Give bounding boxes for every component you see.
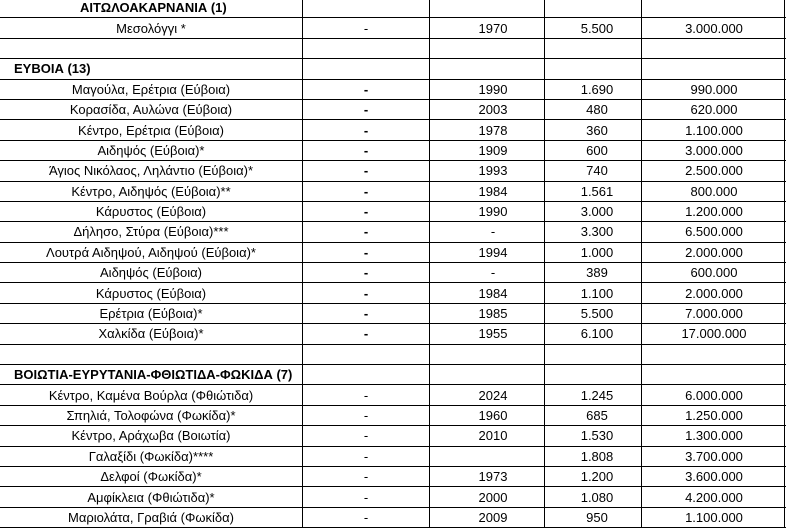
section-header-text: ΑΙΤΩΛΟΑΚΑΡΝΑΝΙΑ (1)	[80, 0, 227, 16]
year-cell	[430, 80, 545, 99]
year-cell	[430, 202, 545, 221]
flag-cell	[303, 243, 430, 262]
location-cell-text: Ερέτρια (Εύβοια)*	[99, 306, 203, 322]
location-cell-text: Κορασίδα, Αυλώνα (Εύβοια)	[69, 102, 233, 118]
flag-cell-text: -	[363, 326, 369, 342]
year-cell-text: 1978	[478, 122, 508, 138]
price-cell	[642, 80, 785, 99]
flag-cell	[303, 222, 430, 241]
area-cell	[545, 426, 642, 445]
price-cell	[642, 283, 785, 302]
location-cell	[0, 120, 303, 139]
table-row	[0, 467, 786, 487]
section-header-row	[0, 0, 786, 18]
price-cell	[642, 324, 785, 343]
empty-cell	[545, 365, 642, 384]
price-cell-text: 3.700.000	[685, 448, 743, 464]
location-cell-text: Χαλκίδα (Εύβοια)*	[98, 326, 204, 342]
flag-cell-text: -	[363, 306, 369, 322]
price-cell	[642, 467, 785, 486]
table-row	[0, 141, 786, 161]
price-cell	[642, 406, 785, 425]
price-cell	[642, 202, 785, 221]
location-cell	[0, 182, 303, 201]
area-cell-text: 3.000	[580, 204, 614, 220]
flag-cell	[303, 324, 430, 343]
flag-cell-text: -	[363, 204, 369, 220]
empty-cell	[0, 39, 303, 58]
price-cell-text: 1.250.000	[685, 408, 743, 423]
price-cell-text: 1.100.000	[685, 122, 743, 138]
price-cell	[642, 100, 785, 119]
area-cell	[545, 385, 642, 404]
flag-cell-text: -	[363, 265, 369, 281]
area-cell	[545, 467, 642, 486]
location-cell-text: Κέντρο, Αράχωβα (Βοιωτία)	[71, 428, 231, 444]
price-cell-text: 600.000	[690, 265, 738, 281]
flag-cell	[303, 304, 430, 323]
price-cell-text: 2.000.000	[685, 285, 743, 301]
area-cell	[545, 304, 642, 323]
price-cell	[642, 161, 785, 180]
price-cell	[642, 426, 785, 445]
location-cell	[0, 202, 303, 221]
year-cell-text: 2010	[478, 428, 508, 444]
location-cell-text: Κέντρο, Καμένα Βούρλα (Φθιώτιδα)	[48, 387, 254, 403]
area-cell-text: 6.100	[580, 326, 614, 342]
year-cell-text: 1984	[478, 183, 508, 199]
price-cell-text: 6.000.000	[685, 387, 743, 403]
year-cell	[430, 243, 545, 262]
table-row	[0, 304, 786, 324]
location-cell-text: Άγιος Νικόλαος, Ληλάντιο (Εύβοια)*	[48, 163, 254, 179]
price-cell	[642, 120, 785, 139]
price-cell-text: 3.000.000	[685, 20, 743, 36]
area-cell	[545, 100, 642, 119]
location-cell	[0, 243, 303, 262]
empty-cell	[430, 39, 545, 58]
year-cell	[430, 426, 545, 445]
flag-cell	[303, 447, 430, 466]
year-cell	[430, 487, 545, 506]
year-cell	[430, 161, 545, 180]
area-cell	[545, 18, 642, 37]
price-cell	[642, 182, 785, 201]
table-row	[0, 324, 786, 344]
price-cell-text: 3.000.000	[685, 142, 743, 158]
location-cell-text: Λουτρά Αιδηψού, Αιδηψού (Εύβοια)*	[46, 244, 256, 260]
table-row	[0, 385, 786, 405]
year-cell-text: 1955	[478, 326, 508, 342]
year-cell-text: 1990	[478, 204, 508, 220]
location-cell-text: Μαριολάτα, Γραβιά (Φωκίδα)	[67, 509, 234, 525]
area-cell-text: 600	[586, 142, 608, 158]
empty-cell	[430, 59, 545, 78]
price-cell-text: 2.000.000	[685, 244, 743, 260]
year-cell-text: 1970	[478, 20, 508, 36]
empty-cell	[642, 39, 785, 58]
flag-cell-text: -	[363, 224, 369, 240]
empty-cell	[0, 345, 303, 364]
location-cell	[0, 467, 303, 486]
year-cell	[430, 304, 545, 323]
flag-cell-text: -	[363, 163, 369, 179]
price-cell-text: 800.000	[690, 183, 738, 199]
location-cell	[0, 487, 303, 506]
area-cell-text: 3.300	[580, 224, 614, 240]
flag-cell	[303, 508, 430, 527]
flag-cell	[303, 18, 430, 37]
price-cell-text: 2.500.000	[685, 163, 743, 179]
price-cell	[642, 18, 785, 37]
flag-cell-text: -	[363, 244, 369, 260]
location-cell-text: Κάρυστος (Εύβοια)	[95, 204, 207, 220]
area-cell-text: 950	[586, 509, 608, 525]
flag-cell	[303, 80, 430, 99]
empty-cell	[545, 345, 642, 364]
area-cell	[545, 222, 642, 241]
area-cell	[545, 120, 642, 139]
empty-cell	[303, 365, 430, 384]
location-cell-text: Κάρυστος (Εύβοια)	[95, 285, 207, 301]
area-cell-text: 1.808	[580, 448, 614, 464]
price-cell-text: 17.000.000	[681, 326, 747, 342]
year-cell-text: -	[490, 265, 496, 281]
table-row	[0, 243, 786, 263]
table-row	[0, 487, 786, 507]
price-cell	[642, 222, 785, 241]
year-cell	[430, 263, 545, 282]
section-header-text: ΕΥΒΟΙΑ (13)	[14, 61, 91, 77]
empty-cell	[430, 365, 545, 384]
flag-cell-text: -	[363, 20, 369, 36]
table-row	[0, 447, 786, 467]
empty-cell	[430, 0, 545, 17]
area-cell-text: 5.500	[580, 20, 614, 36]
spacer-row	[0, 39, 786, 59]
empty-cell	[303, 39, 430, 58]
location-cell-text: Γαλαξίδι (Φωκίδα)****	[88, 448, 214, 464]
year-cell	[430, 141, 545, 160]
empty-cell	[545, 59, 642, 78]
location-cell	[0, 80, 303, 99]
location-cell-text: Μαγούλα, Ερέτρια (Εύβοια)	[71, 81, 231, 97]
flag-cell	[303, 406, 430, 425]
price-cell	[642, 263, 785, 282]
section-header	[0, 59, 303, 78]
area-cell	[545, 202, 642, 221]
year-cell	[430, 508, 545, 527]
location-cell-text: Κέντρο, Ερέτρια (Εύβοια)	[78, 122, 224, 138]
empty-cell	[642, 345, 785, 364]
area-cell	[545, 141, 642, 160]
price-cell	[642, 243, 785, 262]
price-cell-text: 7.000.000	[685, 306, 743, 322]
price-cell-text: 1.300.000	[685, 428, 743, 444]
year-cell-text: -	[490, 224, 496, 240]
price-cell	[642, 508, 785, 527]
area-cell	[545, 80, 642, 99]
empty-cell	[430, 345, 545, 364]
section-header-row	[0, 59, 786, 79]
area-cell	[545, 487, 642, 506]
year-cell	[430, 283, 545, 302]
area-cell	[545, 182, 642, 201]
flag-cell	[303, 283, 430, 302]
flag-cell	[303, 182, 430, 201]
section-header-row	[0, 365, 786, 385]
area-cell-text: 1.200	[580, 469, 614, 485]
location-cell	[0, 161, 303, 180]
flag-cell	[303, 141, 430, 160]
area-cell-text: 1.080	[580, 489, 614, 505]
location-cell-text: Δήλησο, Στύρα (Εύβοια)***	[73, 224, 229, 240]
area-cell-text: 1.000	[580, 244, 614, 260]
area-cell-text: 360	[586, 122, 608, 138]
flag-cell-text: -	[363, 489, 369, 505]
year-cell-text: 1985	[478, 306, 508, 322]
location-cell	[0, 100, 303, 119]
flag-cell-text: -	[363, 102, 369, 118]
year-cell-text: 1984	[478, 285, 508, 301]
year-cell-text: 1973	[478, 469, 508, 485]
empty-cell	[545, 0, 642, 17]
year-cell	[430, 120, 545, 139]
price-cell-text: 4.200.000	[685, 489, 743, 505]
location-cell	[0, 222, 303, 241]
location-cell	[0, 18, 303, 37]
empty-cell	[303, 345, 430, 364]
flag-cell-text: -	[363, 183, 369, 199]
flag-cell	[303, 426, 430, 445]
year-cell	[430, 447, 545, 466]
price-cell-text: 6.500.000	[685, 224, 743, 240]
price-cell-text: 3.600.000	[685, 469, 743, 485]
table-row	[0, 222, 786, 242]
flag-cell	[303, 120, 430, 139]
location-cell-text: Αμφίκλεια (Φθιώτιδα)*	[87, 489, 215, 505]
flag-cell-text: -	[363, 448, 369, 464]
flag-cell	[303, 467, 430, 486]
year-cell	[430, 324, 545, 343]
price-cell	[642, 304, 785, 323]
flag-cell-text: -	[363, 122, 369, 138]
spacer-row	[0, 345, 786, 365]
year-cell-text: 1994	[478, 244, 508, 260]
area-cell-text: 1.561	[580, 183, 614, 199]
area-cell	[545, 263, 642, 282]
area-cell-text: 685	[586, 408, 608, 423]
flag-cell-text: -	[363, 142, 369, 158]
year-cell-text: 1993	[478, 163, 508, 179]
flag-cell-text: -	[363, 408, 369, 423]
year-cell-text: 2000	[478, 489, 508, 505]
area-cell	[545, 324, 642, 343]
price-cell-text: 990.000	[690, 81, 738, 97]
year-cell-text: 2003	[478, 102, 508, 118]
year-cell	[430, 406, 545, 425]
price-cell-text: 1.100.000	[685, 509, 743, 525]
location-cell	[0, 406, 303, 425]
area-cell	[545, 406, 642, 425]
location-cell	[0, 263, 303, 282]
empty-cell	[642, 365, 785, 384]
table-row	[0, 120, 786, 140]
flag-cell	[303, 487, 430, 506]
flag-cell-text: -	[363, 469, 369, 485]
year-cell	[430, 467, 545, 486]
area-cell	[545, 283, 642, 302]
year-cell	[430, 222, 545, 241]
flag-cell-text: -	[363, 509, 369, 525]
area-cell	[545, 243, 642, 262]
price-cell	[642, 385, 785, 404]
empty-cell	[303, 0, 430, 17]
empty-cell	[303, 59, 430, 78]
area-cell	[545, 447, 642, 466]
area-cell-text: 1.530	[580, 428, 614, 444]
empty-cell	[642, 59, 785, 78]
flag-cell-text: -	[363, 387, 369, 403]
table-row	[0, 406, 786, 426]
year-cell-text: 1960	[478, 408, 508, 423]
year-cell-text: 1909	[478, 142, 508, 158]
table-row	[0, 202, 786, 222]
location-cell	[0, 304, 303, 323]
price-cell	[642, 141, 785, 160]
location-cell	[0, 141, 303, 160]
area-cell-text: 1.100	[580, 285, 614, 301]
price-cell-text: 1.200.000	[685, 204, 743, 220]
location-cell	[0, 385, 303, 404]
location-cell	[0, 508, 303, 527]
empty-cell	[642, 0, 785, 17]
price-cell	[642, 447, 785, 466]
table-row	[0, 283, 786, 303]
area-cell	[545, 508, 642, 527]
empty-cell	[545, 39, 642, 58]
area-cell	[545, 161, 642, 180]
year-cell	[430, 100, 545, 119]
flag-cell-text: -	[363, 81, 369, 97]
flag-cell	[303, 385, 430, 404]
area-cell-text: 389	[586, 265, 608, 281]
location-cell-text: Κέντρο, Αιδηψός (Εύβοια)**	[71, 183, 231, 199]
section-header	[0, 0, 303, 17]
year-cell	[430, 18, 545, 37]
table-row	[0, 161, 786, 181]
location-cell-text: Αιδηψός (Εύβοια)	[100, 265, 202, 281]
flag-cell	[303, 100, 430, 119]
location-cell	[0, 324, 303, 343]
area-cell-text: 5.500	[580, 306, 614, 322]
year-cell	[430, 182, 545, 201]
section-header	[0, 365, 303, 384]
price-cell	[642, 487, 785, 506]
area-cell-text: 480	[586, 102, 608, 118]
area-cell-text: 1.690	[580, 81, 614, 97]
flag-cell-text: -	[363, 428, 369, 444]
area-cell-text: 740	[586, 163, 608, 179]
flag-cell-text: -	[363, 285, 369, 301]
flag-cell	[303, 161, 430, 180]
section-header-text: ΒΟΙΩΤΙΑ-ΕΥΡΥΤΑΝΙΑ-ΦΘΙΩΤΙΔΑ-ΦΩΚΙΔΑ (7)	[14, 367, 293, 383]
table-row	[0, 263, 786, 283]
table-row	[0, 18, 786, 38]
location-cell-text: Δελφοί (Φωκίδα)*	[100, 469, 202, 485]
flag-cell	[303, 263, 430, 282]
table-row	[0, 80, 786, 100]
area-cell-text: 1.245	[580, 387, 614, 403]
flag-cell	[303, 202, 430, 221]
location-cell-text: Αιδηψός (Εύβοια)*	[97, 142, 205, 158]
year-cell-text: 1990	[478, 81, 508, 97]
location-cell-text: Σπηλιά, Τολοφώνα (Φωκίδα)*	[66, 408, 236, 423]
year-cell-text: 2009	[478, 509, 508, 525]
location-cell	[0, 426, 303, 445]
location-cell-text: Μεσολόγγι *	[116, 20, 186, 36]
price-cell-text: 620.000	[690, 102, 738, 118]
table-row	[0, 100, 786, 120]
table-row	[0, 508, 786, 528]
location-cell	[0, 283, 303, 302]
table-row	[0, 426, 786, 446]
table-row	[0, 182, 786, 202]
year-cell	[430, 385, 545, 404]
year-cell-text: 2024	[478, 387, 508, 403]
location-cell	[0, 447, 303, 466]
